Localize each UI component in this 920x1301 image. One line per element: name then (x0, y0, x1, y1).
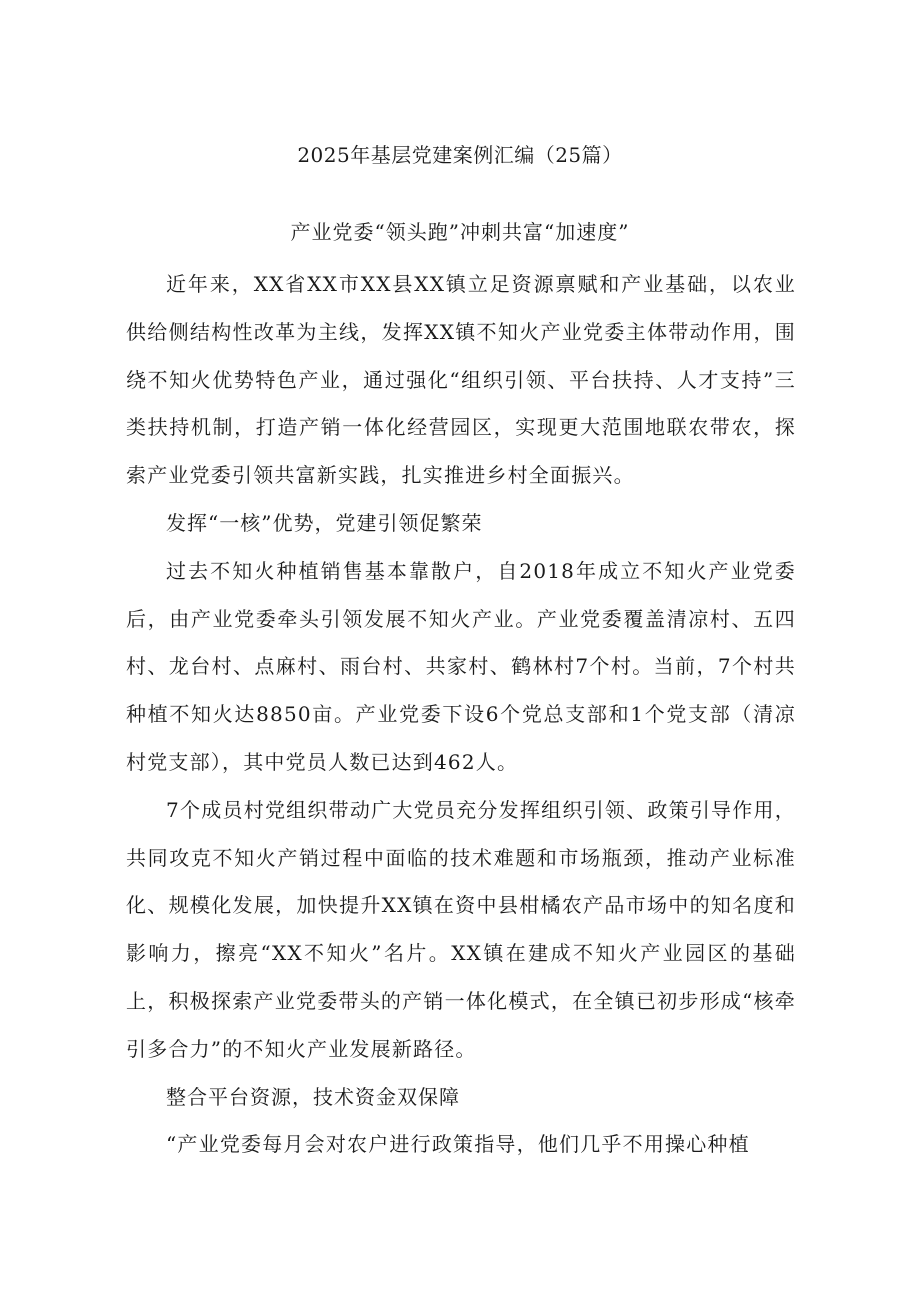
article-body (126, 261, 796, 1169)
paragraph-intro: 近年来，XX省XX市XX县XX镇立足资源禀赋和产业基础，以农业供给侧结构性改革为主线，发挥XX镇不知火产业党委主体带动作用，围绕不知火优势特色产业，通过强化“组织引领、平台扶持、人才支持”三类扶持机制，打造产销一体化经营园区，实现更大范围地联农带农，探索产业党委引领共富新实践，扎实推进乡村全面振兴。 (126, 272, 796, 488)
section-heading-2: 整合平台资源，技术资金双保障 (166, 1084, 460, 1109)
article-title: 产业党委“领头跑”冲刺共富“加速度” (290, 220, 630, 244)
paragraph-village-organizations: 7个成员村党组织带动广大党员充分发挥组织引领、政策引导作用，共同攻克不知火产销过程中面临的技术难题和市场瓶颈，推动产业标准化、规模化发展，加快提升XX镇在资中县柑橘农产品市场中的知名度和影响力，擦亮“XX不知火”名片。XX镇在建成不知火产业园区的基础上，积极探索产业党委带头的产销一体化模式，在全镇已初步形成“核牵引多合力”的不知火产业发展新路径。 (126, 797, 796, 1061)
document-title: 2025年基层党建案例汇编（25篇） (297, 143, 623, 167)
paragraph-history: 过去不知火种植销售基本靠散户，自2018年成立不知火产业党委后，由产业党委牵头引领发展不知火产业。产业党委覆盖清凉村、五四村、龙台村、点麻村、雨台村、共家村、鹤林村7个村。当前，7个村共种植不知火达8850亩。产业党委下设6个党总支部和1个党支部（清凉村党支部），其中党员人数已达到462人。 (126, 558, 796, 774)
section-heading-1: 发挥“一核”优势，党建引领促繁荣 (166, 510, 483, 535)
paragraph-quote: “产业党委每月会对农户进行政策指导，他们几乎不用操心种植 (166, 1132, 750, 1157)
